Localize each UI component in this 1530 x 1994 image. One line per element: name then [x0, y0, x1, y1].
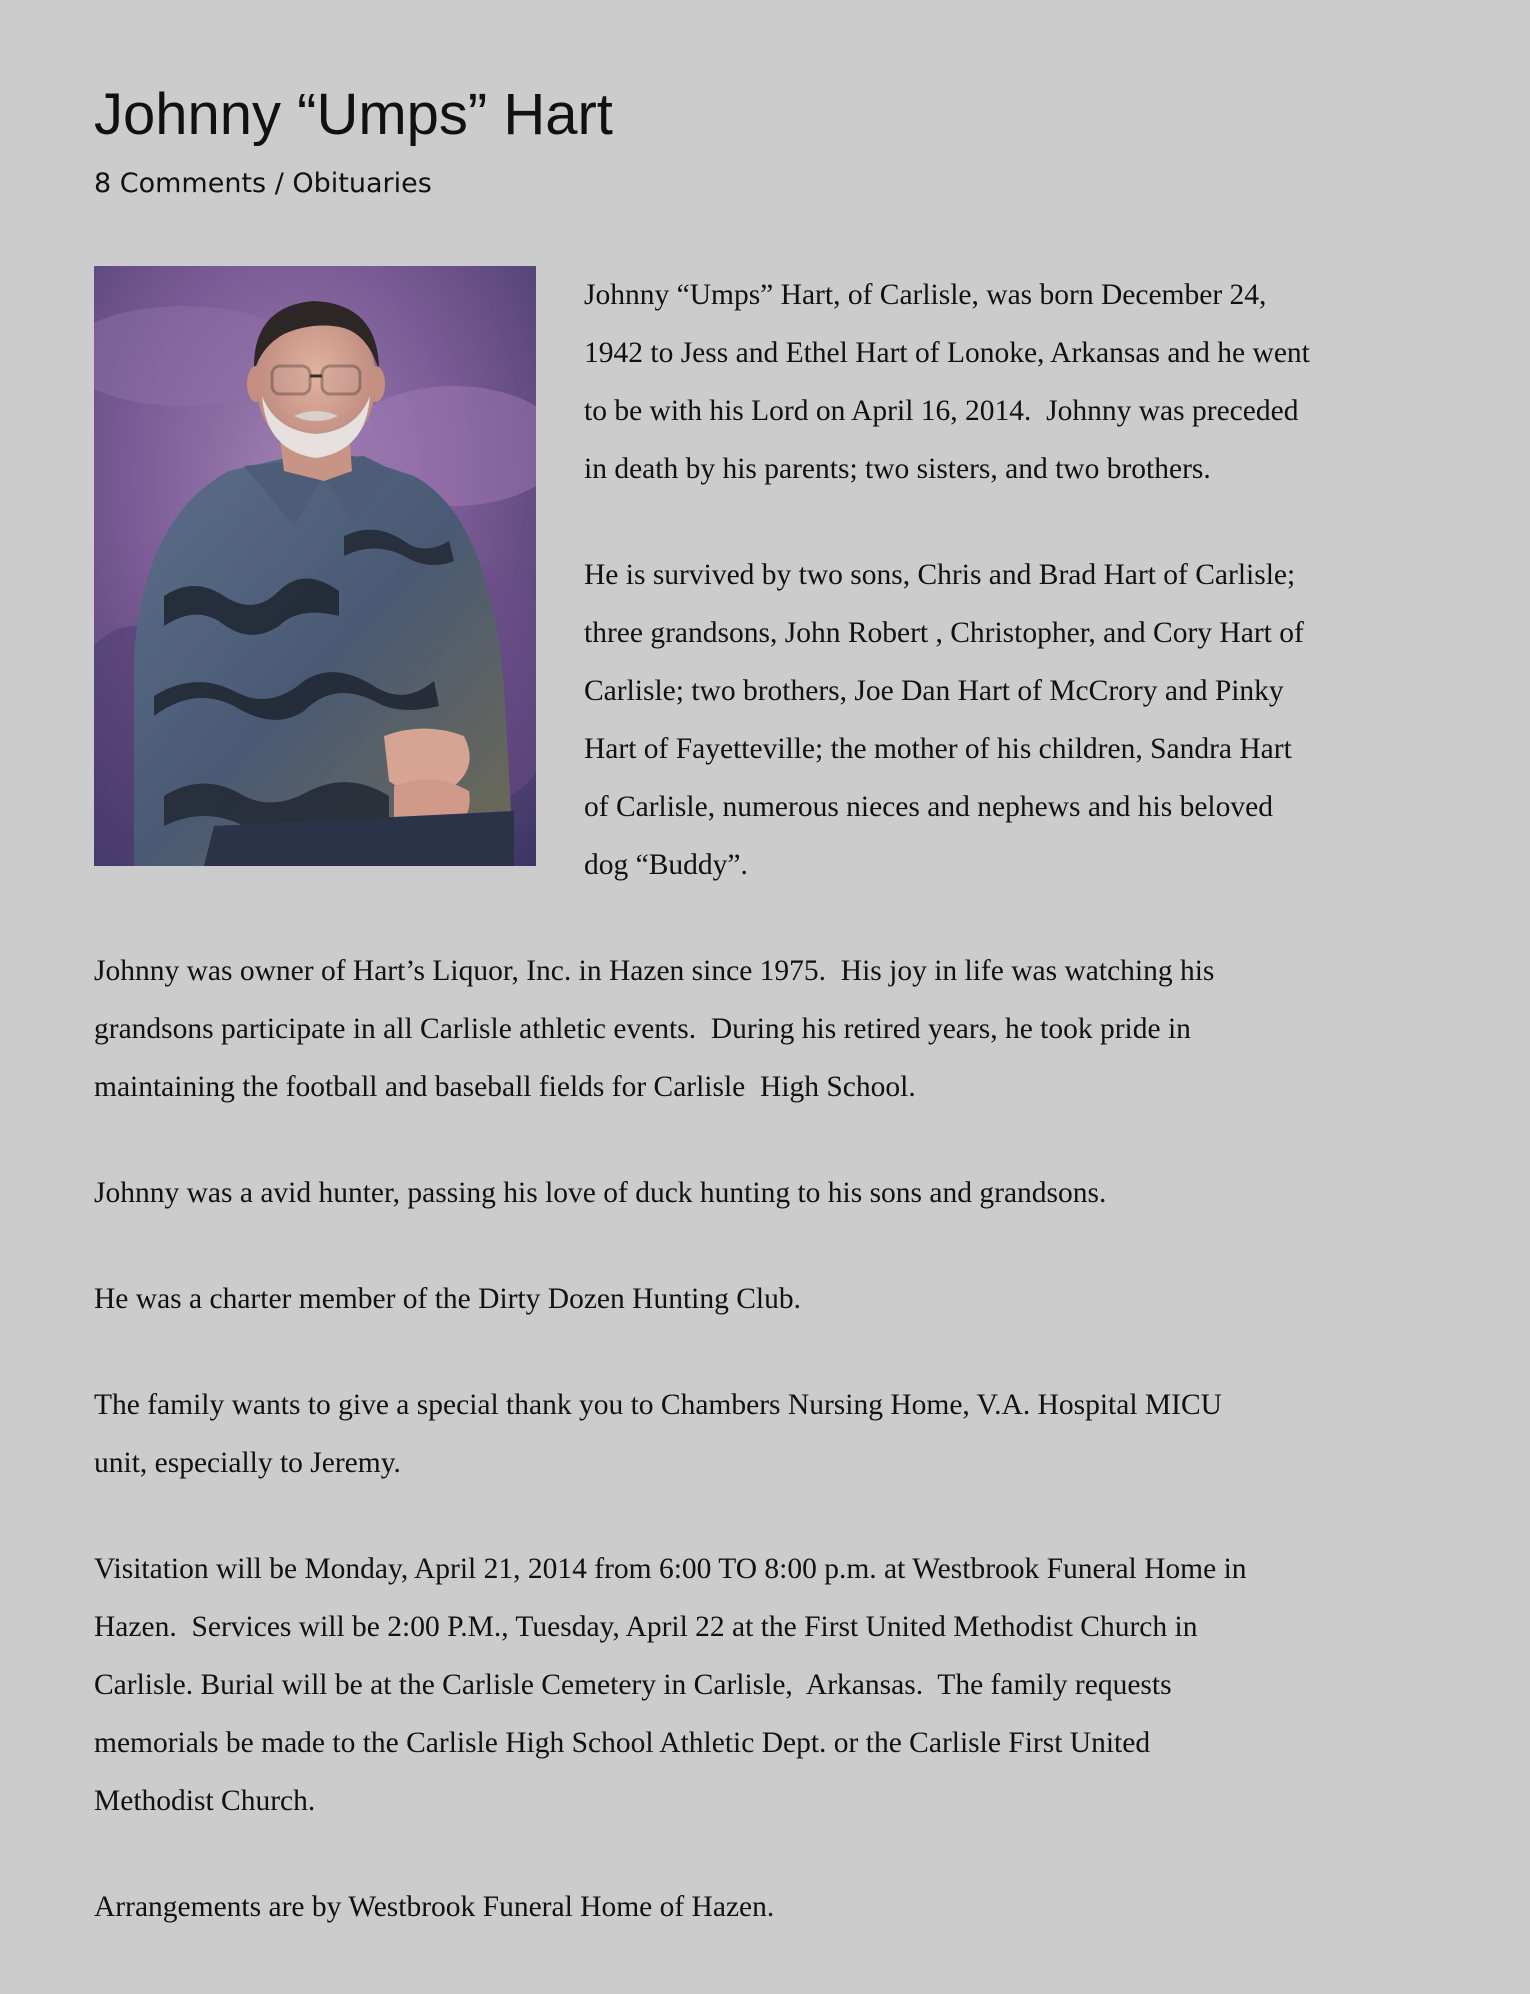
body-text: [94, 942, 1454, 1936]
portrait-photo: [94, 266, 536, 866]
text-line: three grandsons, John Robert , Christopher, and Cory Hart of: [584, 617, 1304, 649]
text-line: in death by his parents; two sisters, and two brothers.: [584, 453, 1211, 485]
text-line: He is survived by two sons, Chris and Brad Hart of Carlisle;: [584, 559, 1296, 591]
text-line: Visitation will be Monday, April 21, 2014 from 6:00 TO 8:00 p.m. at Westbrook Funeral Home in: [94, 1553, 1247, 1585]
text-line: grandsons participate in all Carlisle athletic events. During his retired years, he took pride in: [94, 1013, 1191, 1045]
intro-paragraph-2: [584, 546, 1484, 894]
text-line: Johnny “Umps” Hart, of Carlisle, was born December 24,: [584, 279, 1267, 311]
text-line: Hart of Fayetteville; the mother of his children, Sandra Hart: [584, 733, 1292, 765]
text-line: of Carlisle, numerous nieces and nephews and his beloved: [584, 791, 1273, 823]
comments-link[interactable]: 8 Comments: [94, 168, 267, 199]
text-line: The family wants to give a special thank you to Chambers Nursing Home, V.A. Hospital MICU: [94, 1389, 1222, 1421]
intro-text: [584, 266, 1484, 894]
text-line: Johnny was owner of Hart’s Liquor, Inc. in Hazen since 1975. His joy in life was watching his: [94, 955, 1215, 987]
text-line: to be with his Lord on April 16, 2014. Johnny was preceded: [584, 395, 1299, 427]
text-line: Johnny was a avid hunter, passing his love of duck hunting to his sons and grandsons.: [94, 1177, 1107, 1209]
body-paragraph-5: [94, 1540, 1454, 1830]
text-line: 1942 to Jess and Ethel Hart of Lonoke, Arkansas and he went: [584, 337, 1310, 369]
text-line: He was a charter member of the Dirty Dozen Hunting Club.: [94, 1283, 801, 1315]
body-paragraph-4: [94, 1376, 1454, 1492]
text-line: maintaining the football and baseball fields for Carlisle High School.: [94, 1071, 916, 1103]
text-line: Carlisle. Burial will be at the Carlisle Cemetery in Carlisle, Arkansas. The family requests: [94, 1669, 1172, 1701]
text-line: Methodist Church.: [94, 1785, 316, 1817]
category-link[interactable]: Obituaries: [292, 168, 432, 199]
post-title: Johnny “Umps” Hart: [94, 82, 613, 147]
body-paragraph-3: [94, 1270, 1454, 1328]
text-line: Carlisle; two brothers, Joe Dan Hart of McCrory and Pinky: [584, 675, 1284, 707]
text-line: Arrangements are by Westbrook Funeral Home of Hazen.: [94, 1891, 775, 1923]
body-paragraph-2: [94, 1164, 1454, 1222]
text-line: dog “Buddy”.: [584, 849, 748, 881]
body-paragraph-1: [94, 942, 1454, 1116]
text-line: memorials be made to the Carlisle High School Athletic Dept. or the Carlisle First United: [94, 1727, 1151, 1759]
text-line: unit, especially to Jeremy.: [94, 1447, 401, 1479]
intro-paragraph-1: [584, 266, 1484, 498]
meta-separator: /: [266, 168, 293, 199]
text-line: Hazen. Services will be 2:00 P.M., Tuesday, April 22 at the First United Methodist Church in: [94, 1611, 1198, 1643]
post-meta: [94, 166, 432, 202]
body-paragraph-6: [94, 1878, 1454, 1936]
